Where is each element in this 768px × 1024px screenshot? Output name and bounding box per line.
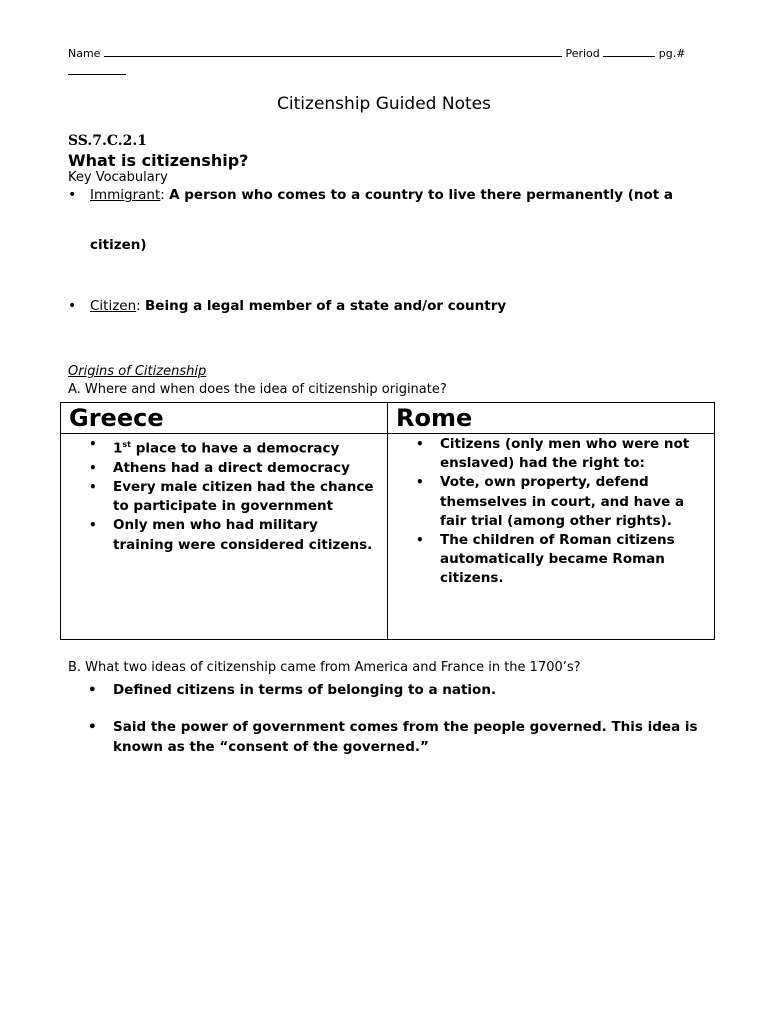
list-item: • The children of Roman citizens automatically became Roman citizens. [388,531,714,589]
greece-header: Greece [61,403,387,434]
answer-text: Defined citizens in terms of belonging to a nation. [113,682,497,698]
vocab-heading: Key Vocabulary [68,170,168,185]
list-item: • Every male citizen had the chance to participate in government [61,478,387,516]
name-blank[interactable] [104,45,562,57]
section-question: What is citizenship? [68,151,249,170]
page-title: Citizenship Guided Notes [277,94,491,114]
vocab-definition-cont: citizen) [90,237,147,253]
bullet-icon: • [88,682,97,698]
rome-list [388,434,714,589]
greece-rome-table [60,402,715,640]
vocab-term: Citizen [90,298,137,314]
bullet-icon: • [68,298,77,314]
page-number-blank[interactable] [68,66,126,75]
bullet-icon: • [88,719,97,735]
vocab-term: Immigrant [90,187,161,203]
greece-list [61,434,387,555]
question-a: A. Where and when does the idea of citizenship originate? [68,382,447,397]
origins-heading: Origins of Citizenship [68,364,207,379]
worksheet-page: Name Period pg.# Citizenship Guided Notes SS.7.C.2.1 What is citizenship? Key Vocabulary • Immigrant: A person who comes to a country to live there permanently (not a citizen) • Citizen: Being a legal member of a state and/or country Origins of Citizenship A. Where and when does the idea of citizenship originate? Greece • 1st place to have a democracy • Athens had a direct democracy • Every male citizen had the chance to participate in government • Only men who had military training were considered citizens. Rome • Citizens (only men who were not enslaved) had the right to: • Vote, own property, defend themselves in court, and have a fair trial (among other rights). • The children of Roman citizens automatically became Roman citizens. B. What two ideas of citizenship came from America and France in the 1700’s? • Defined citizens in terms of belonging to a nation. • Said the power of government comes from the people governed. This idea is known as the “consent of the governed.” [0,0,768,1024]
student-info-line [68,45,685,60]
rome-column [388,403,714,639]
period-label: Period [565,47,600,60]
vocab-definition: Being a legal member of a state and/or country [145,298,507,314]
list-item: • Citizens (only men who were not enslaved) had the right to: [388,435,714,473]
greece-column [61,403,388,639]
list-item: • Athens had a direct democracy [61,459,387,478]
bullet-icon: • [68,187,77,203]
page-number-label: pg.# [658,47,686,60]
period-blank[interactable] [603,45,655,57]
question-b: B. What two ideas of citizenship came from America and France in the 1700’s? [68,660,581,675]
rome-header: Rome [388,403,714,434]
list-item: • Vote, own property, defend themselves in court, and have a fair trial (among other rights). [388,473,714,531]
list-item: • Only men who had military training were considered citizens. [61,516,387,554]
answer-text: Said the power of government comes from the people governed. This idea is known as the “consent of the governed.” [113,719,698,755]
list-item: • 1st place to have a democracy [61,435,387,459]
standard-code: SS.7.C.2.1 [68,133,148,149]
name-label: Name [68,47,101,60]
vocab-definition: A person who comes to a country to live there permanently (not a [169,187,674,203]
